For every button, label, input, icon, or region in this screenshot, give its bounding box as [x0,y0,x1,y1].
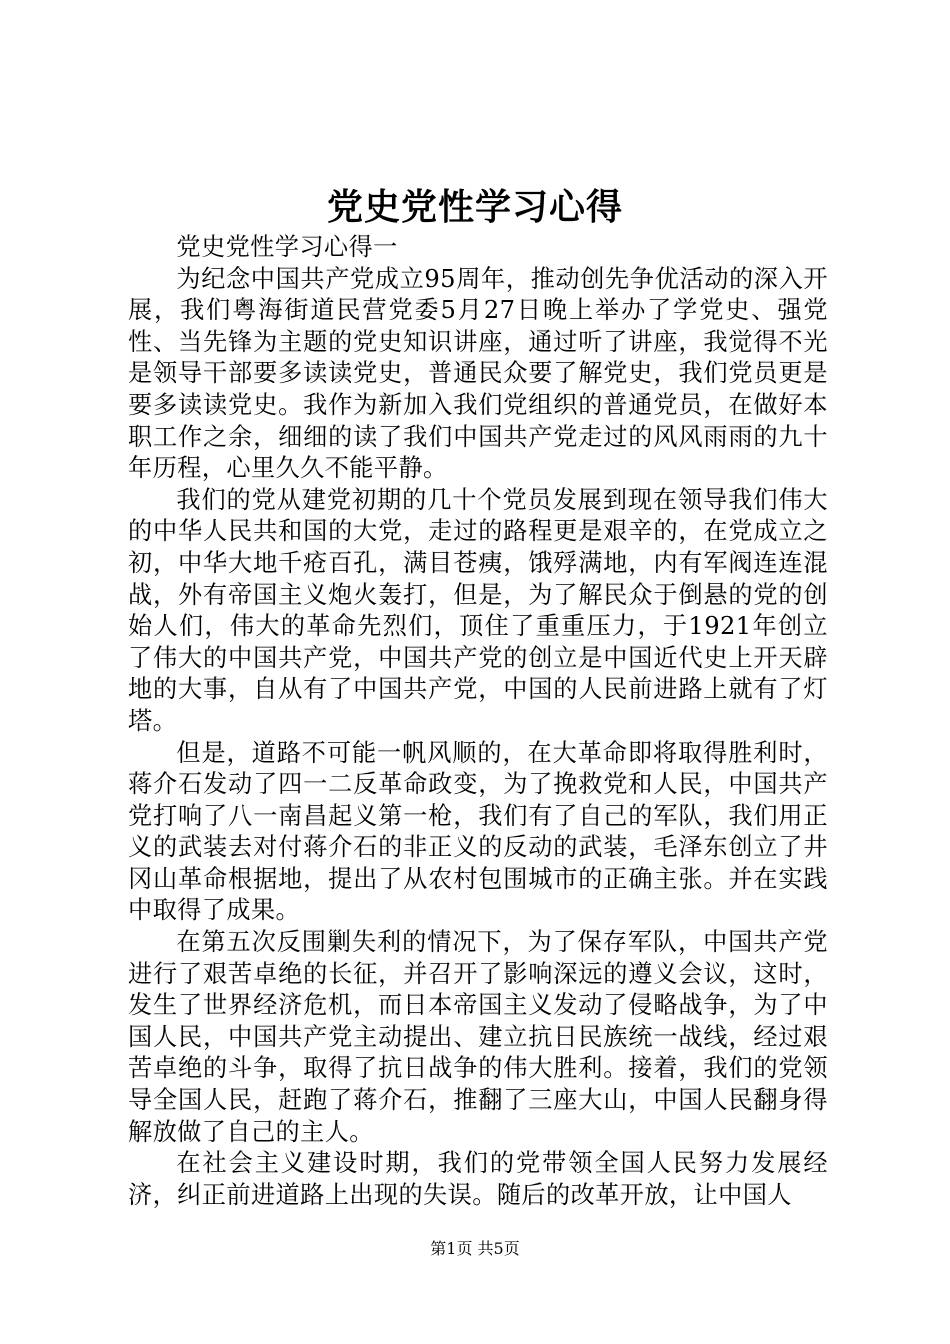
page-title: 党史党性学习心得 [326,186,623,228]
page-number-footer: 第1页 共5页 [430,1239,520,1258]
paragraph-4: 在第五次反围剿失利的情况下，为了保存军队，中国共产党进行了艰苦卓绝的长征，并召开了影响深远的遵义会议，这时，发生了世界经济危机，而日本帝国主义发动了侵略战争，为了中国人民，中国共产党主动提出、建立抗日民族统一战线，经过艰苦卓绝的斗争，取得了抗日战争的伟大胜利。接着，我们的党领导全国人民，赶跑了蒋介石，推翻了三座大山，中国人民翻身得解放做了自己的主人。 [128,928,828,1146]
document-body [128,232,828,1211]
paragraph-3: 但是，道路不可能一帆风顺的，在大革命即将取得胜利时，蒋介石发动了四一二反革命政变，为了挽救党和人民，中国共产党打响了八一南昌起义第一枪，我们有了自己的军队，我们用正义的武装去对付蒋介石的非正义的反动的武装，毛泽东创立了井冈山革命根据地，提出了从农村包围城市的正确主张。并在实践中取得了成果。 [128,738,828,925]
paragraph-5: 在社会主义建设时期，我们的党带领全国人民努力发展经济，纠正前进道路上出现的失误。随后的改革开放，让中国人 [128,1149,828,1209]
section-subtitle: 党史党性学习心得一 [176,233,398,261]
paragraph-1: 为纪念中国共产党成立95周年，推动创先争优活动的深入开展，我们粤海街道民营党委5月27日晚上举办了学党史、强党性、当先锋为主题的党史知识讲座，通过听了讲座，我觉得不光是领导干部要多读读党史，普通民众要了解党史，我们党员更是要多读读党史。我作为新加入我们党组织的普通党员，在做好本职工作之余，细细的读了我们中国共产党走过的风风雨雨的九十年历程，心里久久不能平静。 [128,264,828,483]
paragraph-2: 我们的党从建党初期的几十个党员发展到现在领导我们伟大的中华人民共和国的大党，走过的路程更是艰辛的，在党成立之初，中华大地千疮百孔，满目苍痍，饿殍满地，内有军阀连连混战，外有帝国主义炮火轰打，但是，为了解民众于倒悬的党的创始人们，伟大的革命先烈们，顶住了重重压力，于1921年创立了伟大的中国共产党，中国共产党的创立是中国近代史上开天辟地的大事，自从有了中国共产党，中国的人民前进路上就有了灯塔。 [128,485,828,735]
